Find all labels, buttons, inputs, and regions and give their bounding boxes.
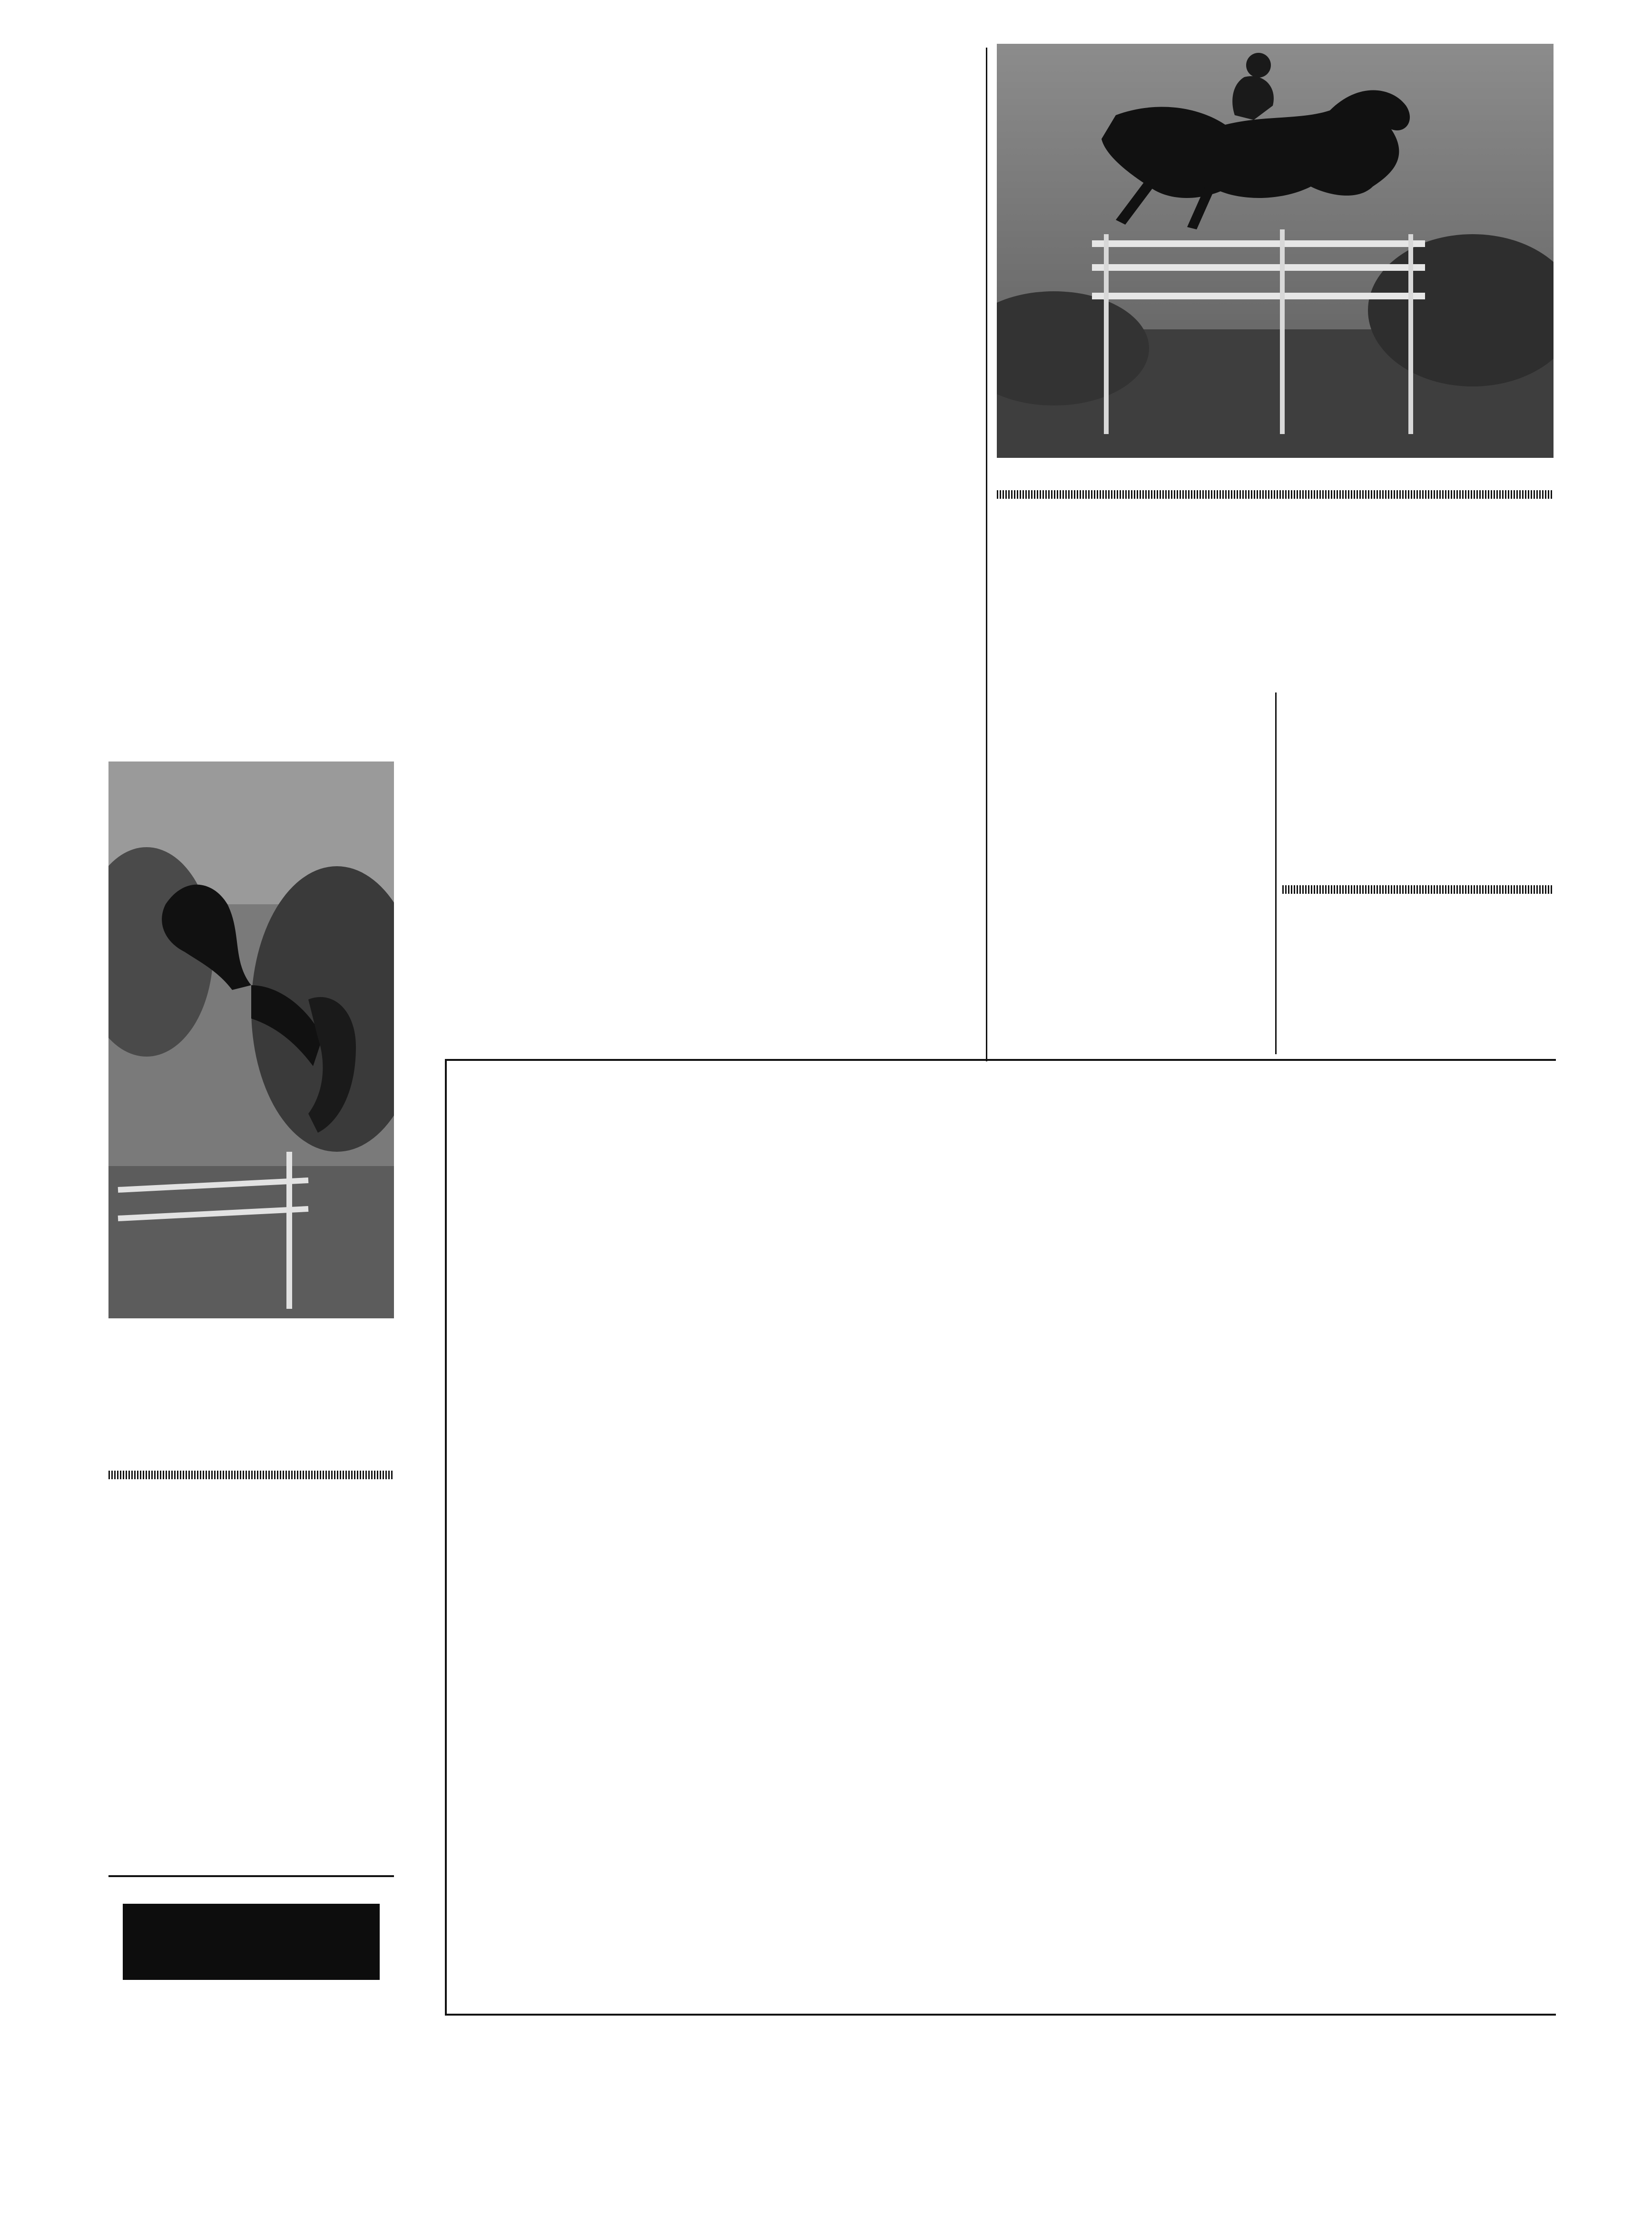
ad-rule	[108, 1875, 394, 1877]
separator-hatch	[108, 1471, 394, 1479]
story-deck	[442, 205, 975, 290]
belenenses-column-1	[1002, 692, 1268, 1054]
separator-hatch	[997, 490, 1554, 499]
belenenses-subheadline-1	[997, 585, 1539, 628]
natureza-heading	[457, 1078, 742, 1101]
academico-body	[108, 1621, 394, 1878]
operario-headline	[1282, 902, 1554, 973]
left-photo-caption	[108, 1323, 394, 1466]
story-column-2	[403, 291, 684, 1067]
belenenses-column-2	[1282, 692, 1554, 883]
academico-headline-1	[108, 1490, 394, 1542]
schweppes-ad	[108, 1875, 394, 2018]
rider-fall-illustration	[108, 761, 394, 1318]
intro-column	[108, 205, 418, 752]
horse-jump-illustration	[997, 44, 1554, 458]
main-headline	[74, 48, 987, 129]
main-subheadline	[74, 134, 987, 191]
belenenses-subheadline-2	[997, 633, 1554, 681]
photo-caption	[997, 461, 1554, 490]
ad-brand-box	[123, 1904, 380, 1980]
story-column-3	[699, 291, 980, 1067]
academico-headline-2	[108, 1556, 394, 1609]
fall-photo	[108, 761, 394, 1318]
show-jumping-photo	[997, 44, 1554, 458]
operario-text	[1282, 977, 1554, 1053]
natureza-body-1	[481, 1114, 823, 1304]
separator-hatch	[1282, 885, 1554, 894]
column-rule	[1275, 692, 1277, 1054]
column-rule	[986, 48, 987, 1061]
belenenses-headline	[997, 512, 1554, 583]
